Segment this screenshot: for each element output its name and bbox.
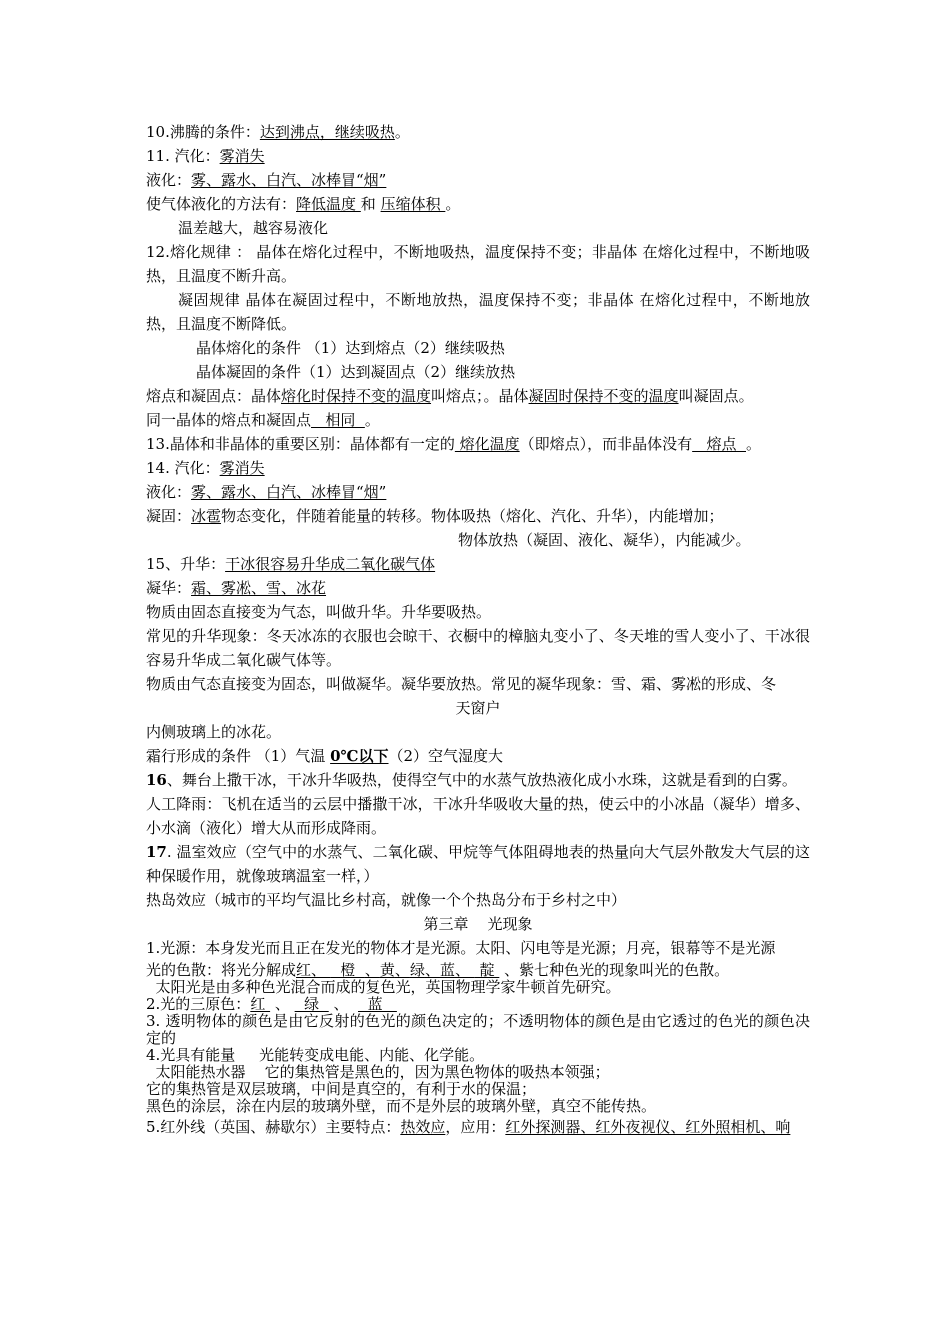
heat-island-line: 热岛效应（城市的平均气温比乡村高，就像一个个热岛分布于乡村之中） [146,891,627,909]
liquefaction-answer: 雾、露水、白汽、冰棒冒“烟” [191,171,387,189]
melting-rule-paragraph: 12.熔化规律 ： 晶体在熔化过程中，不断地吸热，温度保持不变；非晶体 在熔化过程中，不断地吸热，且温度不断升高。 [146,243,810,285]
liquefy-methods-line: 使气体液化的方法有：降低温度 和 压缩体积 。 [146,195,461,213]
double-glass-line: 它的集热管是双层玻璃，中间是真空的，有利于水的保温； [146,1080,537,1098]
artificial-rain-paragraph: 人工降雨：飞机在适当的云层中播撒干冰，干冰升华吸收大量的热，使云中的小冰晶（凝华）增多、小水滴（液化）增大从而形成降雨。 [146,795,810,837]
frost-condition-line: 霜行形成的条件 （1）气温 0℃以下（2）空气湿度大 [146,747,504,765]
sublimation-examples: 常见的升华现象：冬天冰冻的衣服也会晾干、衣橱中的樟脑丸变小了、冬天堆的雪人变小了、干冰很容易升华成二氧化碳气体等。 [146,627,810,669]
deposition-definition-end: 内侧玻璃上的冰花。 [146,723,282,741]
solidification-energy-line: 凝固：冰雹物态变化，伴随着能量的转移。物体吸热（熔化、汽化、升华），内能增加； [146,507,724,525]
deposition-definition-cont: 天窗户 [455,699,501,717]
document-page [146,120,810,1139]
light-energy-line: 4.光具有能量 光能转变成电能、内能、化学能。 [146,1046,485,1064]
primary-colors-line: 2.光的三原色：红 、 绿 、 蓝 [146,995,397,1013]
sublimation-definition: 物质由固态直接变为气态，叫做升华。升华要吸热。 [146,603,492,621]
solidification-rule-paragraph: 凝固规律 晶体在凝固过程中，不断地放热，温度保持不变；非晶体 在熔化过程中，不断地放热，且温度不断降低。 [146,291,810,333]
vaporization-line: 11. 汽化：雾消失 [146,147,265,165]
deposition-definition: 物质由气态直接变为固态，叫做凝华。凝华要放热。常见的凝华现象：雪、霜、雾凇的形成、冬 [146,675,777,693]
boiling-conditions-answer: 达到沸点，继续吸热 [259,123,395,141]
liquefaction-line: 液化：雾、露水、白汽、冰棒冒“烟” [146,171,387,189]
liquefaction-line-2: 液化：雾、露水、白汽、冰棒冒“烟” [146,483,387,501]
light-source-paragraph: 1.光源：本身发光而且正在发光的物体才是光源。太阳、闪电等是光源；月亮，银幕等不是光源 [146,939,776,957]
stage-dry-ice-paragraph: 16、舞台上撒干冰，干冰升华吸热，使得空气中的水蒸气放热液化成小水珠，这就是看到的白雾。 [146,771,797,789]
boiling-conditions-line: 10.沸腾的条件：达到沸点，继续吸热。 [146,123,410,141]
vaporization-answer: 雾消失 [219,147,265,165]
deposition-line: 凝华：霜、雾凇、雪、冰花 [146,579,327,597]
chapter-heading: 第三章 光现象 [423,915,533,933]
temperature-difference-line: 温差越大，越容易液化 [178,219,329,237]
crystal-difference-line: 13.晶体和非晶体的重要区别：晶体都有一定的 熔化温度（即熔点），而非晶体没有 熔点 。 [146,435,762,453]
crystal-melting-condition: 晶体熔化的条件 （1）达到熔点（2）继续吸热 [196,339,505,357]
dispersion-line: 光的色散：将光分解成红、 橙 、黄、绿、蓝、 靛 、紫七种色光的现象叫光的色散。 [146,961,730,979]
melting-point-definition: 熔点和凝固点：晶体熔化时保持不变的温度叫熔点；。晶体凝固时保持不变的温度叫凝固点。 [146,387,754,405]
vaporization-line-2: 14. 汽化：雾消失 [146,459,265,477]
crystal-solidifying-condition: 晶体凝固的条件（1）达到凝固点（2）继续放热 [196,363,516,381]
energy-release-line: 物体放热（凝固、液化、凝华），内能减少。 [458,531,751,549]
greenhouse-effect-paragraph: 17. 温室效应（空气中的水蒸气、二氧化碳、甲烷等气体阻碍地表的热量向大气层外散发大气层的这种保暖作用，就像玻璃温室一样，） [146,843,810,885]
sublimation-line: 15、升华：干冰很容易升华成二氧化碳气体 [146,555,436,573]
same-point-line: 同一晶体的熔点和凝固点 相同 。 [146,411,380,429]
sunlight-line: 太阳光是由多种色光混合而成的复色光，英国物理学家牛顿首先研究。 [146,978,621,996]
infrared-line: 5.红外线（英国、赫歇尔）主要特点：热效应，应用：红外探测器、红外夜视仪、红外照相机、响 [146,1118,791,1136]
black-coating-line: 黑色的涂层，涂在内层的玻璃外壁，而不是外层的玻璃外壁，真空不能传热。 [146,1097,657,1115]
solar-heater-line: 太阳能热水器 它的集热管是黑色的，因为黑色物体的吸热本领强； [146,1063,610,1081]
object-color-paragraph: 3. 透明物体的颜色是由它反射的色光的颜色决定的；不透明物体的颜色是由它透过的色光的颜色决定的 [146,1012,810,1047]
